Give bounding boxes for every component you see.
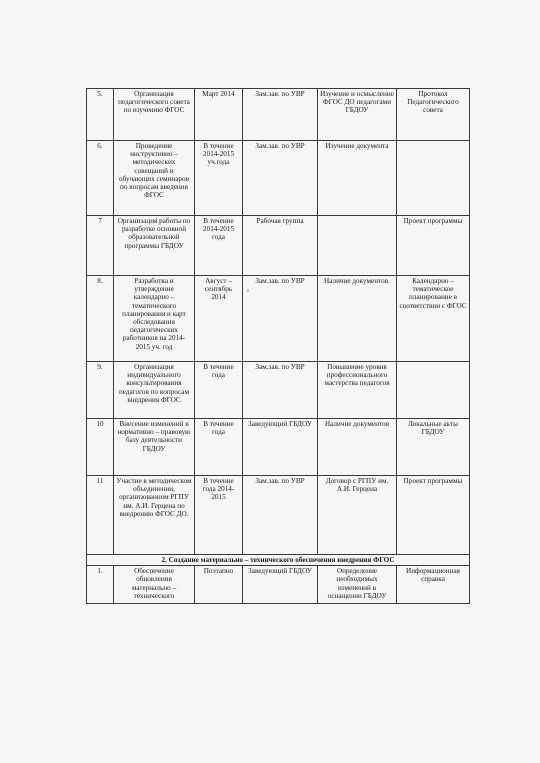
document-cell: Протокол Педагогического совета	[397, 89, 470, 141]
result-cell: Определение необходимых изменений в оснащении ГБДОУ	[318, 566, 397, 604]
event-cell: Внесение изменений в нормативно – правовую базу деятельности ГБДОУ	[114, 419, 195, 476]
time-cell: Поэтапно	[195, 566, 243, 604]
document-cell: Локальные акты ГБДОУ	[397, 419, 470, 476]
event-cell: Организация индивидуального консультирования педагогов по вопросам внедрения ФГОС	[114, 362, 195, 419]
row-number: 9.	[87, 362, 114, 419]
table-row	[87, 566, 470, 604]
row-number: 1.	[87, 566, 114, 604]
document-cell: Календарно – тематическое планирование в соответствии с ФГОС	[397, 276, 470, 362]
event-cell: Проведение инструктивно – методических совещаний и обучающих семинаров по вопросам введения ФГОС	[114, 141, 195, 216]
document-cell: Проект программы	[397, 216, 470, 276]
time-cell: В течение года 2014-2015	[195, 476, 243, 555]
event-cell: Организация работы по разработке основной образовательной программы ГБДОУ	[114, 216, 195, 276]
event-cell: Участие в методическом объединении, организованном РГПУ им. А.И. Герцена по внедрению ФГОС ДО.	[114, 476, 195, 555]
event-cell: Разработка и утверждение календарно – тематического планирования и карт обследования педагогических работников на 2014-2015 уч. год	[114, 276, 195, 362]
table-row	[87, 362, 470, 419]
result-cell: Наличие документов.	[318, 276, 397, 362]
scan-speck	[247, 289, 249, 292]
row-number: 5.	[87, 89, 114, 141]
time-cell: Март 2014	[195, 89, 243, 141]
row-number: 10	[87, 419, 114, 476]
result-cell: Повышение уровня профессионального мастерства педагогов	[318, 362, 397, 419]
row-number: 6.	[87, 141, 114, 216]
responsible-cell: Зам.зав. по УВР	[243, 141, 318, 216]
time-cell: В течение года	[195, 362, 243, 419]
responsible-cell: Заведующий ГБДОУ	[243, 566, 318, 604]
responsible-cell: Рабочая группа	[243, 216, 318, 276]
result-cell: Наличие документов	[318, 419, 397, 476]
implementation-plan-table	[86, 88, 470, 604]
responsible-cell: Зам.зав. по УВР	[243, 276, 318, 362]
row-number: 8.	[87, 276, 114, 362]
result-cell: Изучение документа	[318, 141, 397, 216]
section-header-row	[87, 555, 470, 566]
event-cell: Обеспечение обновления материально – технического	[114, 566, 195, 604]
responsible-cell: Заведующий ГБДОУ	[243, 419, 318, 476]
table-row	[87, 419, 470, 476]
result-cell: Изучение и осмысление ФГОС ДО педагогами ГБДОУ	[318, 89, 397, 141]
table-row	[87, 89, 470, 141]
document-cell	[397, 362, 470, 419]
time-cell: В течение 2014-2015 года	[195, 216, 243, 276]
section-title: 2. Создание материально – технического обеспечения внедрения ФГОС	[87, 555, 470, 566]
result-cell: Договор с РГПУ им. А.И. Герцена	[318, 476, 397, 555]
table-row	[87, 216, 470, 276]
document-cell: Информационная справка	[397, 566, 470, 604]
table-row	[87, 276, 470, 362]
time-cell: В течение года	[195, 419, 243, 476]
result-cell	[318, 216, 397, 276]
time-cell: Август – сентябрь 2014	[195, 276, 243, 362]
row-number: 7	[87, 216, 114, 276]
responsible-cell: Зам.зав. по УВР	[243, 476, 318, 555]
event-cell: Организация педагогического совета по изучению ФГОС	[114, 89, 195, 141]
document-cell: Проект программы	[397, 476, 470, 555]
table-row	[87, 476, 470, 555]
table-row	[87, 141, 470, 216]
document-cell	[397, 141, 470, 216]
row-number: 11	[87, 476, 114, 555]
time-cell: В течение 2014-2015 уч.года	[195, 141, 243, 216]
responsible-cell: Зам.зав. по УВР	[243, 89, 318, 141]
responsible-cell: Зам.зав. по УВР	[243, 362, 318, 419]
